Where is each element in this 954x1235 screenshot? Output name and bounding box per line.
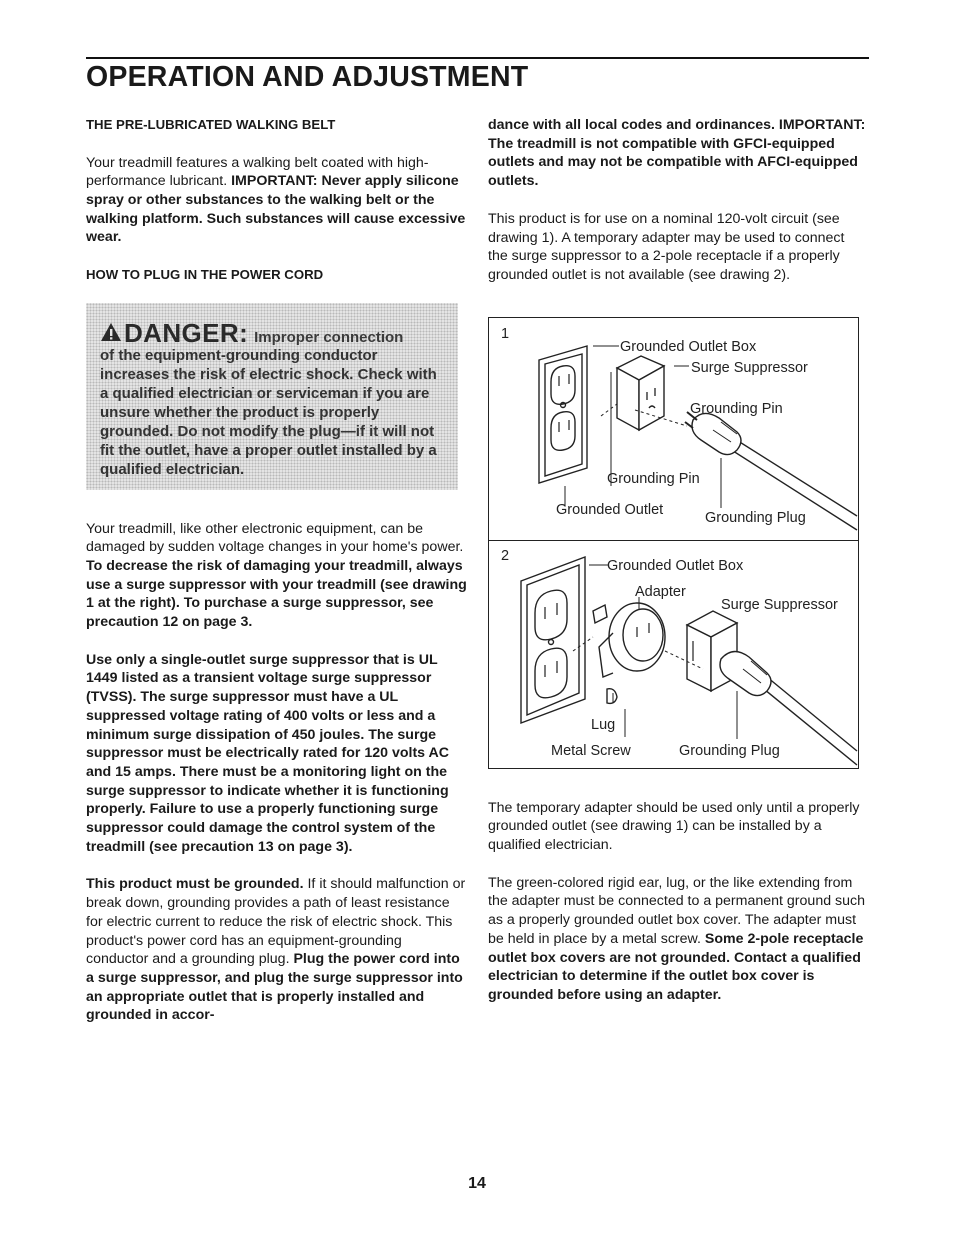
label-grounded-outlet: Grounded Outlet <box>556 501 664 518</box>
drawing-1-art <box>489 318 860 542</box>
warning-triangle-icon <box>100 322 122 342</box>
label-grounding-pin-bottom: Grounding Pin <box>607 470 700 487</box>
circuit-paragraph: This product is for use on a nominal 120-volt circuit (see drawing 1). A temporary adapter may be used to connect the surge suppressor to a 2-pole receptacle if a properly grounded outlet is not available (see drawing 2). <box>488 210 845 283</box>
danger-box <box>86 303 458 490</box>
belt-important: IMPORTANT: Never apply silicone spray or other substances to the walking belt or the walking platform. Such substances will cause excessive wear. <box>86 173 466 246</box>
page-title: OPERATION AND ADJUSTMENT <box>86 61 529 93</box>
rigid-ear-text: The green-colored rigid ear, lug, or the like extending from the adapter must be connected to a permanent ground such as a properly grounded outlet box cover. The adapter must be held in place by a metal screw. <box>488 874 866 947</box>
grounded-outlet-box <box>539 346 587 483</box>
left-column <box>86 116 468 1025</box>
continued-text: dance with all local codes and ordinances. IMPORTANT: The treadmill is not compatible with GFCI-equipped outlets and may not be compatible with AFCI-equipped outlets. <box>488 117 866 190</box>
rigid-ear-paragraph <box>488 874 866 1005</box>
drawing-2 <box>488 540 859 769</box>
adapter <box>593 603 665 703</box>
belt-paragraph <box>86 154 468 248</box>
drawing-1 <box>488 317 859 541</box>
label-grounding-plug: Grounding Plug <box>705 509 806 526</box>
surge-paragraph <box>86 520 468 632</box>
page-number: 14 <box>468 1175 486 1192</box>
danger-text: of the equipment-grounding conductor increases the risk of electric shock. Check with a qualified electrician or serviceman if you are unsure whether the product is properly grounded. Do not modify the plug—if it will not fit the outlet, have a proper outlet installed by a qualified electrician. <box>100 346 437 478</box>
temporary-adapter-paragraph: The temporary adapter should be used only until a properly grounded outlet (see drawing 1) can be installed by a qualified electrician. <box>488 799 860 854</box>
title-rule <box>86 57 869 59</box>
surge-suppressor <box>617 356 664 430</box>
drawing-2-art <box>489 541 860 770</box>
rigid-ear-important: Some 2-pole receptacle outlet box covers are not grounded. Contact a qualified electrician to determine if the outlet box cover is grounded before using an adapter. <box>488 930 864 1003</box>
belt-text: Your treadmill features a walking belt coated with high-performance lubricant. <box>86 154 429 190</box>
single-outlet-paragraph <box>86 651 468 857</box>
right-column <box>488 116 866 1005</box>
continued-paragraph <box>488 116 866 191</box>
label-lug: Lug <box>591 716 616 733</box>
label-surge-suppressor: Surge Suppressor <box>721 596 838 613</box>
label-grounding-pin-right: Grounding Pin <box>690 400 783 417</box>
grounding-important: Plug the power cord into a surge suppressor, and plug the surge suppressor into an appropriate outlet that is properly installed and grounded in accor- <box>86 951 463 1024</box>
surge-text: Your treadmill, like other electronic equipment, can be damaged by sudden voltage changes in your home's power. <box>86 520 464 556</box>
grounded-outlet-box <box>521 557 585 723</box>
danger-header <box>100 317 446 348</box>
plug-heading: HOW TO PLUG IN THE POWER CORD <box>86 267 324 283</box>
grounding-text: If it should malfunction or break down, grounding provides a path of least resistance for electric current to reduce the risk of electric shock. This product's power cord has an equipment-grounding conductor and a grounding plug. <box>86 876 466 968</box>
danger-first-line: Improper connection <box>254 328 404 346</box>
belt-heading: THE PRE-LUBRICATED WALKING BELT <box>86 117 336 132</box>
drawing-1-number: 1 <box>501 325 510 342</box>
label-adapter: Adapter <box>635 583 686 600</box>
label-surge-suppressor: Surge Suppressor <box>691 359 808 376</box>
grounding-paragraph <box>86 875 468 1025</box>
label-grounded-outlet-box: Grounded Outlet Box <box>607 557 744 574</box>
single-outlet-text: Use only a single-outlet surge suppressor that is UL 1449 listed as a transient voltage surge suppressor (TVSS). The surge suppressor must have a UL suppressed voltage rating of 400 volts or less and a minimum surge dissipation of 450 joules. The surge suppressor must be electrically rated for 120 volts AC and 15 amps. There must be a monitoring light on the surge suppressor to indicate whether it is functioning properly. Failure to use a properly functioning surge suppressor could damage the control system of the treadmill (see precaution 13 on page 3). <box>86 651 449 855</box>
label-metal-screw: Metal Screw <box>551 742 631 759</box>
drawing-2-number: 2 <box>501 547 510 564</box>
label-grounding-plug: Grounding Plug <box>679 742 780 759</box>
surge-important: To decrease the risk of damaging your treadmill, always use a surge suppressor with your treadmill (see drawing 1 at the right). To purchase a surge suppressor, see precaution 12 on page 3. <box>86 557 467 631</box>
grounding-lead: This product must be grounded. <box>86 876 304 893</box>
danger-word: DANGER: <box>124 317 249 348</box>
label-grounded-outlet-box: Grounded Outlet Box <box>620 338 757 355</box>
